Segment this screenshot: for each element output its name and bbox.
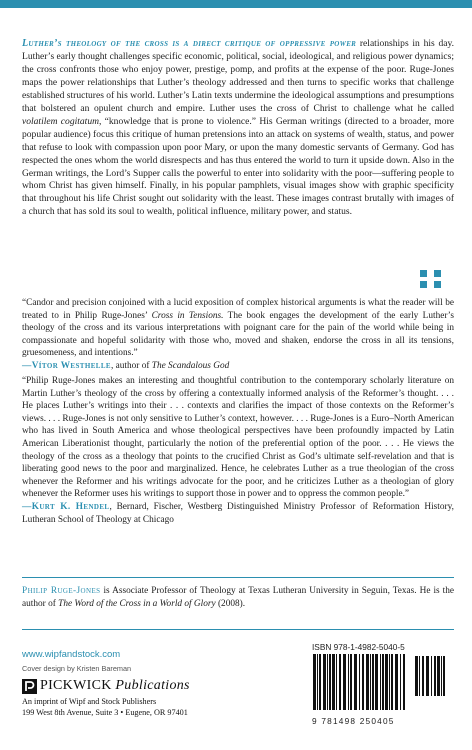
author-book-title: The Word of the Cross in a World of Glory [58, 598, 216, 609]
barcode-bar [419, 656, 420, 696]
description-body-2: , “knowledge that is prone to violence.” His German writings (directed to a broader, more popular audience) focus this critique of human pretensions into an attack on systems of wealth, status, and power that refuse to look with compassion upon poor Mary, or upon the many domestic servants of Germany. God has respected the ones whom the world disrespects and has thus entered the world to turn it upside down. Also in the German writings, the Lord’s Supper calls the powerful to enter into solidarity with the poor—suffering people to whom Christ has given himself. Finally, in his popular pamphlets, visual images show with graphic specificity that throughout his life Christ sought out solidarity with the least. These images contrast brutally with images of a church that has sold its soul to wealth, political influence, military power, and status. [22, 115, 454, 218]
publisher-logo-row [22, 678, 190, 694]
barcode-bar [313, 654, 316, 710]
description-paragraph [22, 38, 454, 219]
address-line: 199 West 8th Avenue, Suite 3 • Eugene, OR 97401 [22, 708, 188, 717]
divider-rule [22, 577, 454, 578]
barcode-bar [319, 654, 321, 710]
barcode-bar [395, 654, 398, 710]
barcode-bar [332, 654, 335, 710]
endorsement-text: “Philip Ruge-Jones makes an interesting and thoughtful contribution to the contemporary scholarly literature on Martin Luther’s theology of the cross by offering a contextually informed analysis of the Reformer’s thought. . . . He places Luther’s writings into their . . . contexts and clarifies the impact of those contexts on the Reformer’s views. . . . Ruge-Jones is not only sensitive to Luther’s context, however. . . . Ruge-Jones is a Euro–North American who has lived in South America and whose theological perspectives have been profoundly impacted by Latin American Liberationist thought, particularly the notion of the preferential option of the poor. . . . He views the theology of the cross as a theology that points to the crucified Christ as God’s ultimate self-revelation and that is liberating good news to the poor and marginalized. Hence, he celebrates Luther as a true theologian of the cross whenever the Reformer and his writings advocate for the poor, and he criticizes Luther as a theologian of glory whenever the Reformer uses his writings to support those in power and to oppress the common people.” [22, 376, 454, 500]
barcode-icon [312, 654, 408, 710]
endorsement-attribution-name: —Vítor Westhelle [22, 360, 111, 371]
author-bio [22, 585, 454, 610]
endorsement-attribution-name: —Kurt K. Hendel [22, 501, 110, 512]
barcode-bar [443, 656, 445, 696]
barcode-bar [389, 654, 390, 710]
barcode-bar [317, 654, 318, 710]
endorsement-attribution: , Bernard, Fischer, Westberg Distinguished Ministry Professor of Reformation History, Lutheran School of Theology at Chicago [22, 501, 454, 525]
barcode-bar [339, 654, 341, 710]
barcode-bar [415, 656, 418, 696]
isbn-label: ISBN 978-1-4982-5040-5 [312, 642, 405, 652]
cover-credit: Cover design by Kristen Bareman [22, 664, 132, 673]
price-barcode-icon [414, 656, 448, 696]
decorative-square [420, 281, 427, 288]
endorsement-text: “Candor and precision conjoined with a lucid exposition of complex historical arguments is what the reader will be treated to in Philip Ruge-Jones’ [22, 298, 454, 321]
barcode-bar [366, 654, 369, 710]
barcode-digits: 9 781498 250405 [312, 716, 395, 726]
barcode-bar [350, 654, 352, 710]
barcode-bar [385, 654, 388, 710]
barcode-bar [426, 656, 429, 696]
barcode-bar [403, 654, 405, 710]
barcode-bar [375, 654, 378, 710]
endorsement-text: The book engages the development of the early Luther’s theology of the cross and its various interpretations with poignant care for the pain of the world while being in compassionate and hopeful solidarity with those who, moved and shaken, endorse the cross in all its tensions, gruesomeness, and intentions.” [22, 310, 454, 359]
endorsement-attribution: , author of [110, 360, 152, 371]
divider-rule [22, 629, 454, 630]
decorative-square [420, 270, 427, 277]
author-name: Philip Ruge-Jones [22, 586, 101, 596]
author-bio-text: (2008). [215, 598, 246, 609]
barcode-bar [437, 656, 440, 696]
description-lead: Luther’s theology of the cross is a direct critique of oppressive power [22, 38, 357, 49]
barcode-bar [391, 654, 393, 710]
publisher-name [40, 678, 190, 694]
publisher-name-part: Publications [115, 678, 190, 693]
barcode-bar [327, 654, 328, 710]
barcode-bar [372, 654, 374, 710]
barcode-bar [362, 654, 364, 710]
barcode-bar [400, 654, 401, 710]
barcode-bar [441, 656, 442, 696]
decorative-square [434, 270, 441, 277]
barcode-bar [343, 654, 346, 710]
imprint-line: An imprint of Wipf and Stock Publishers [22, 697, 157, 706]
barcode-bar [380, 654, 381, 710]
endorsement-westhelle [22, 297, 454, 373]
barcode-bar [359, 654, 360, 710]
publisher-name-part: PICKWICK [40, 678, 116, 693]
author-bio-text: is Associate Professor of Theology at Texas Lutheran University in Seguin, Texas. He is the author of [22, 586, 455, 609]
barcode-bar [434, 656, 436, 696]
endorsement-attribution-book: The Scandalous God [151, 360, 230, 371]
decorative-square [434, 281, 441, 288]
top-accent-bar [0, 0, 472, 8]
website-link[interactable]: www.wipfandstock.com [22, 649, 121, 660]
endorsement-hendel [22, 375, 454, 526]
pickwick-p-logo-icon [22, 679, 37, 694]
barcode-bar [348, 654, 349, 710]
endorsement-book-title: Cross in Tensions. [151, 310, 224, 321]
barcode-bar [431, 656, 432, 696]
barcode-bar [382, 654, 384, 710]
barcode-bar [329, 654, 331, 710]
latin-term: volatilem cogitatum [22, 115, 99, 127]
barcode-bar [370, 654, 371, 710]
description-body-1: relationships in his day. Luther’s early thought challenges specific economic, political, social, ideological, and religious power dynamics; the cross confronts those who enjoy power, prestige, pomp, and profits at the expense of the poor. Ruge-Jones maps the power relationships that Luther’s theology addressed and then turns to specific works that challenge established structures of his world. Luther’s Latin texts undermine the ideological assumptions and presumptions that bolstered an opulent church and empire. Luther uses the cross of Christ to challenge what he called [22, 38, 455, 114]
barcode-bar [336, 654, 337, 710]
barcode-bar [422, 656, 424, 696]
barcode-bar [354, 654, 357, 710]
barcode-bar [323, 654, 326, 710]
